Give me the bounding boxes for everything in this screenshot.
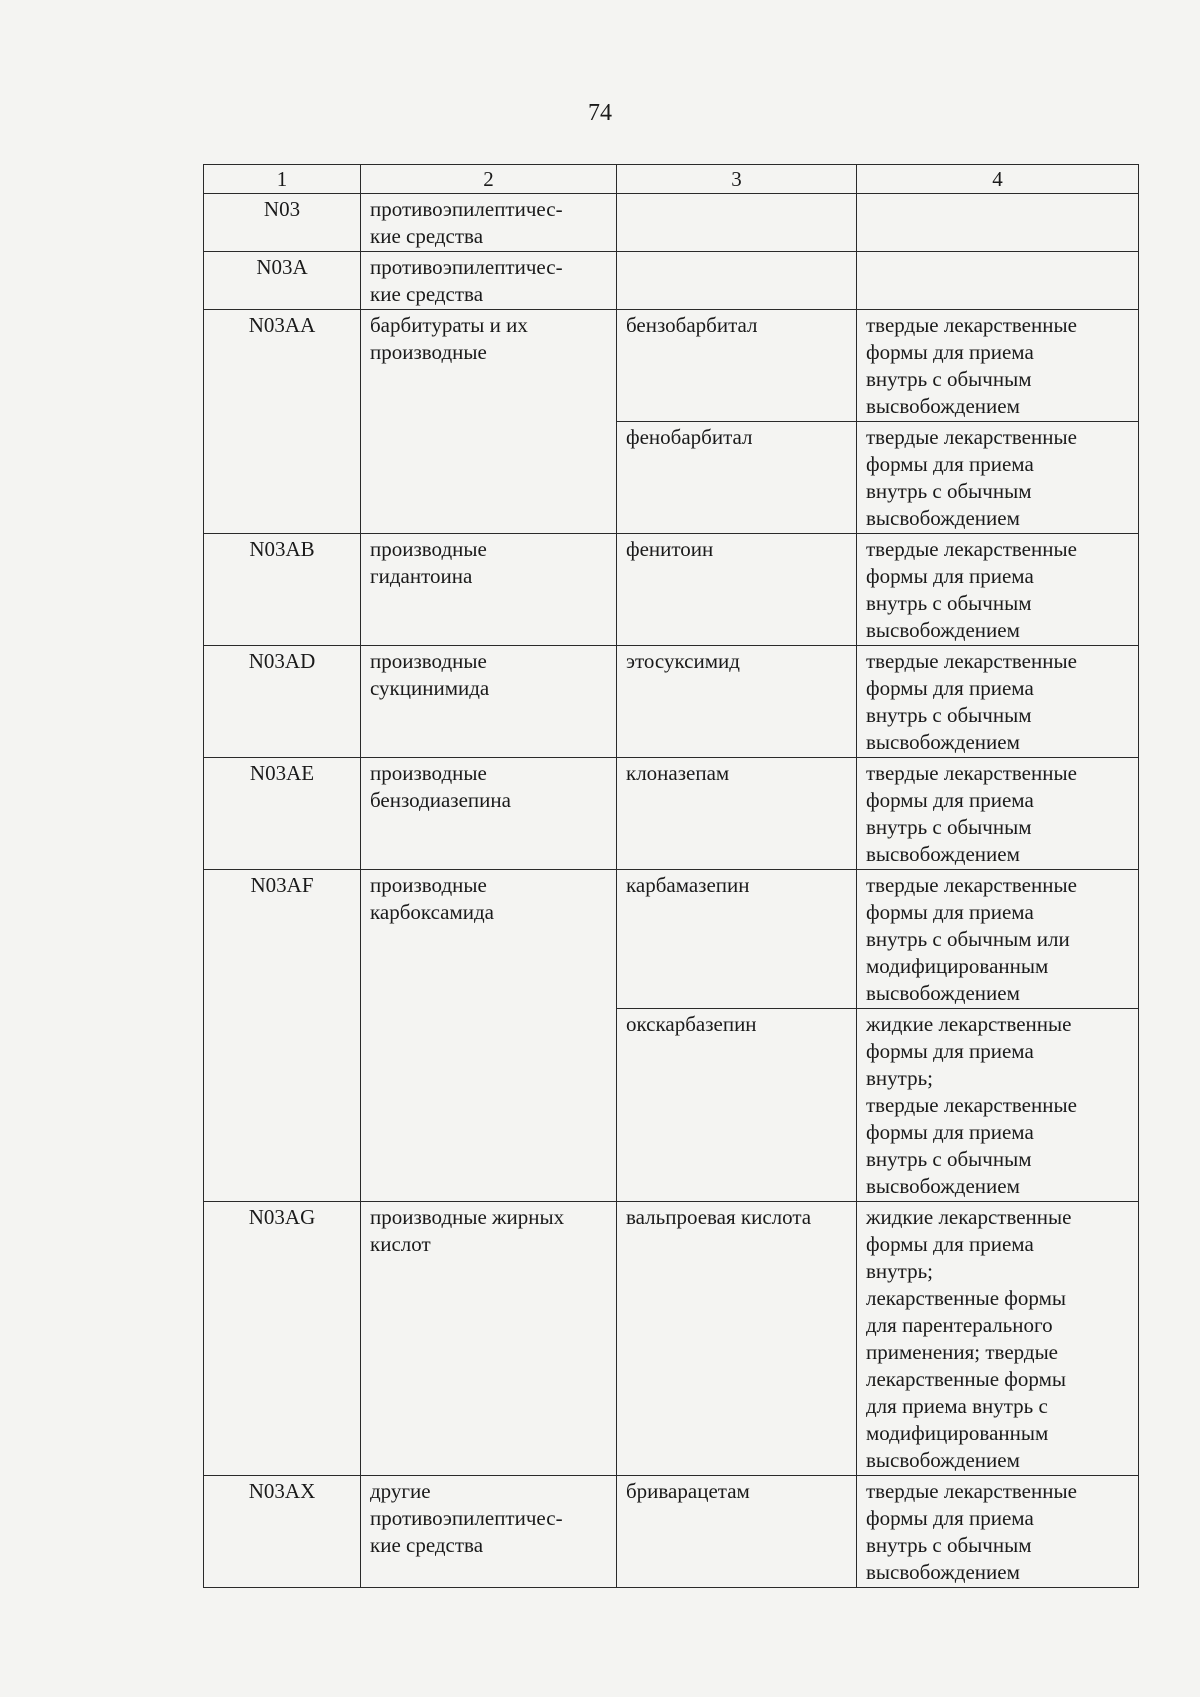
dosage-form-cell: твердые лекарственные формы для приема внутрь с обычным или модифицированным высвобождением (857, 870, 1139, 1009)
atc-code-cell: N03AB (204, 534, 361, 646)
dosage-form-cell: твердые лекарственные формы для приема внутрь с обычным высвобождением (857, 534, 1139, 646)
drug-table (203, 164, 1139, 1588)
table-body (204, 165, 1139, 1588)
atc-code-cell: N03AF (204, 870, 361, 1202)
group-name-cell: противоэпилептичес- кие средства (361, 194, 617, 252)
drug-name-cell: фенитоин (617, 534, 857, 646)
atc-code-cell: N03A (204, 252, 361, 310)
group-name-cell: производные бензодиазепина (361, 758, 617, 870)
dosage-form-cell: твердые лекарственные формы для приема внутрь с обычным высвобождением (857, 310, 1139, 422)
group-name-cell: производные карбоксамида (361, 870, 617, 1202)
group-name-cell: другие противоэпилептичес- кие средства (361, 1476, 617, 1588)
dosage-form-cell: жидкие лекарственные формы для приема внутрь; лекарственные формы для парентерального применения; твердые лекарственные формы для приема внутрь с модифицированным высвобождением (857, 1202, 1139, 1476)
atc-code-cell: N03AG (204, 1202, 361, 1476)
drug-name-cell: клоназепам (617, 758, 857, 870)
group-name-cell: производные жирных кислот (361, 1202, 617, 1476)
atc-code-cell: N03AD (204, 646, 361, 758)
drug-name-cell: бензобарбитал (617, 310, 857, 422)
drug-name-cell (617, 194, 857, 252)
drug-name-cell: окскарбазепин (617, 1009, 857, 1202)
dosage-form-cell: твердые лекарственные формы для приема внутрь с обычным высвобождением (857, 646, 1139, 758)
table-row (204, 194, 1139, 252)
column-header: 3 (617, 165, 857, 194)
drug-name-cell: бриварацетам (617, 1476, 857, 1588)
group-name-cell: производные сукцинимида (361, 646, 617, 758)
dosage-form-cell: твердые лекарственные формы для приема внутрь с обычным высвобождением (857, 1476, 1139, 1588)
drug-name-cell: карбамазепин (617, 870, 857, 1009)
table-row (204, 1476, 1139, 1588)
dosage-form-cell: твердые лекарственные формы для приема внутрь с обычным высвобождением (857, 758, 1139, 870)
page-number: 74 (588, 100, 612, 126)
column-header: 1 (204, 165, 361, 194)
drug-name-cell: этосуксимид (617, 646, 857, 758)
column-header: 4 (857, 165, 1139, 194)
dosage-form-cell (857, 252, 1139, 310)
atc-code-cell: N03AA (204, 310, 361, 534)
dosage-form-cell (857, 194, 1139, 252)
table-row (204, 646, 1139, 758)
atc-code-cell: N03AE (204, 758, 361, 870)
group-name-cell: противоэпилептичес- кие средства (361, 252, 617, 310)
atc-code-cell: N03 (204, 194, 361, 252)
table-row (204, 758, 1139, 870)
atc-code-cell: N03AX (204, 1476, 361, 1588)
group-name-cell: производные гидантоина (361, 534, 617, 646)
drug-name-cell: вальпроевая кислота (617, 1202, 857, 1476)
dosage-form-cell: твердые лекарственные формы для приема внутрь с обычным высвобождением (857, 422, 1139, 534)
column-header: 2 (361, 165, 617, 194)
drug-name-cell: фенобарбитал (617, 422, 857, 534)
table-row (204, 870, 1139, 1009)
table-row (204, 252, 1139, 310)
table-row (204, 1202, 1139, 1476)
table-row (204, 310, 1139, 422)
group-name-cell: барбитураты и их производные (361, 310, 617, 534)
drug-name-cell (617, 252, 857, 310)
table-header-row (204, 165, 1139, 194)
dosage-form-cell: жидкие лекарственные формы для приема внутрь; твердые лекарственные формы для приема внутрь с обычным высвобождением (857, 1009, 1139, 1202)
table-row (204, 534, 1139, 646)
